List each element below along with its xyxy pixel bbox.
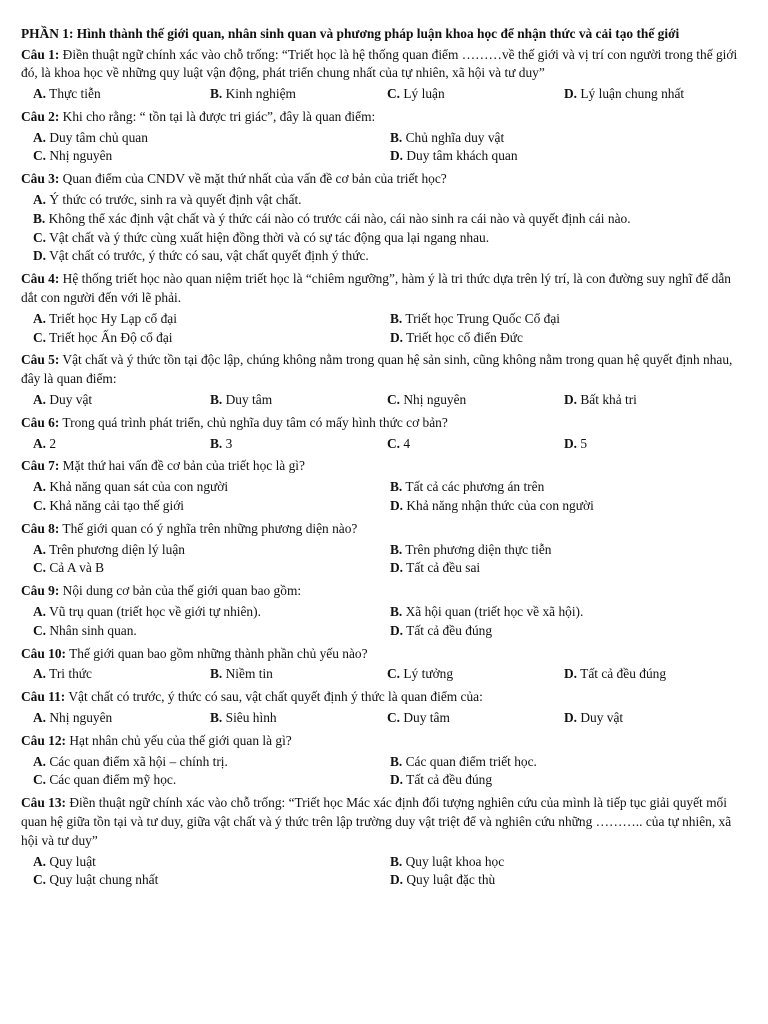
- answer-option: [390, 329, 748, 348]
- answer-option: [33, 147, 390, 166]
- question-block: [21, 270, 748, 347]
- option-letter: C.: [33, 560, 47, 576]
- question-number: Câu 3:: [21, 171, 60, 187]
- option-text: Các quan điểm xã hội – chính trị.: [46, 753, 228, 769]
- option-text: Quy luật: [46, 853, 96, 869]
- answer-option: [390, 129, 748, 148]
- answer-option: [33, 391, 210, 410]
- option-text: Thực tiễn: [46, 86, 101, 102]
- question-text: [21, 46, 748, 84]
- answer-option: [210, 435, 387, 454]
- option-text: Tất cả đều sai: [403, 560, 481, 576]
- option-letter: C.: [387, 666, 401, 682]
- answer-option: [390, 559, 748, 578]
- option-text: Nhị nguyên: [400, 392, 467, 408]
- option-text: Quy luật đặc thù: [403, 872, 496, 888]
- option-text: Triết học Ấn Độ cổ đại: [46, 329, 173, 345]
- answer-option: [210, 391, 387, 410]
- answer-option: [210, 665, 387, 684]
- option-letter: A.: [33, 753, 47, 769]
- answer-option: [387, 391, 564, 410]
- question-block: [21, 457, 748, 515]
- option-letter: A.: [33, 392, 47, 408]
- question-stem: Điền thuật ngữ chính xác vào chỗ trống: “Triết học Mác xác định đối tượng nghiên cứu của mình là tiếp tục giải quyết mối quan hệ giữa tồn tại và tư duy, giữa vật chất và ý thức trên lập trường duy vật triệt để và nghiên cứu những ……….. của tự nhiên, xã hội và tư duy”: [21, 795, 732, 848]
- question-number: Câu 1:: [21, 46, 60, 62]
- option-letter: D.: [564, 666, 578, 682]
- option-letter: A.: [33, 192, 47, 208]
- option-letter: D.: [33, 248, 47, 264]
- answer-options: [21, 541, 748, 579]
- option-text: Vật chất có trước, ý thức có sau, vật chất quyết định ý thức.: [46, 248, 369, 264]
- option-letter: A.: [33, 435, 47, 451]
- option-letter: A.: [33, 129, 47, 145]
- option-text: Vũ trụ quan (triết học về giới tự nhiên).: [46, 604, 261, 620]
- option-letter: A.: [33, 479, 47, 495]
- question-stem: Thế giới quan bao gồm những thành phần chủ yếu nào?: [66, 645, 368, 661]
- answer-option: [33, 665, 210, 684]
- answer-option: [33, 753, 390, 772]
- answer-option: [390, 497, 748, 516]
- answer-option: [210, 85, 387, 104]
- option-text: Siêu hình: [222, 710, 277, 725]
- option-text: Bất khả tri: [577, 392, 637, 408]
- answer-option: [390, 771, 748, 790]
- answer-option: [33, 771, 390, 790]
- option-text: Không thể xác định vật chất và ý thức cái nào có trước cái nào, cái nào sinh ra cái nào và quyết định cái nào.: [45, 210, 631, 226]
- answer-option: [33, 871, 390, 890]
- question-number: Câu 8:: [21, 520, 60, 536]
- question-number: Câu 6:: [21, 414, 60, 430]
- option-letter: C.: [33, 622, 47, 638]
- option-letter: A.: [33, 666, 47, 682]
- option-text: Khả năng quan sát của con người: [46, 479, 229, 495]
- answer-options: [21, 853, 748, 891]
- answer-option: [33, 541, 390, 560]
- option-text: Duy vật: [577, 710, 624, 725]
- option-letter: D.: [390, 772, 404, 788]
- option-text: Chủ nghĩa duy vật: [402, 129, 505, 145]
- answer-option: [387, 85, 564, 104]
- option-letter: D.: [564, 710, 578, 725]
- option-text: Niềm tin: [222, 666, 273, 682]
- answer-option: [390, 853, 748, 872]
- option-text: Duy tâm khách quan: [403, 148, 518, 164]
- option-letter: A.: [33, 86, 47, 102]
- question-text: [21, 645, 748, 664]
- option-text: Cả A và B: [46, 560, 105, 576]
- question-number: Câu 12:: [21, 732, 67, 748]
- option-text: Trên phương diện lý luận: [46, 541, 185, 557]
- option-letter: A.: [33, 853, 47, 869]
- option-letter: B.: [390, 753, 403, 769]
- option-letter: D.: [390, 872, 404, 888]
- answer-option: [33, 310, 390, 329]
- question-text: [21, 794, 748, 850]
- option-letter: B.: [390, 604, 403, 620]
- option-text: Các quan điểm mỹ học.: [46, 772, 177, 788]
- option-letter: B.: [390, 853, 403, 869]
- option-letter: C.: [387, 435, 401, 451]
- answer-option: [33, 709, 210, 728]
- option-text: Tri thức: [46, 666, 92, 682]
- answer-options: [21, 191, 748, 266]
- question-stem: Nội dung cơ bản của thế giới quan bao gồm:: [59, 583, 302, 599]
- option-text: Lý luận: [400, 86, 445, 102]
- answer-option: [564, 391, 748, 410]
- question-number: Câu 11:: [21, 689, 66, 705]
- question-block: [21, 794, 748, 890]
- option-letter: C.: [33, 872, 47, 888]
- question-block: [21, 108, 748, 166]
- option-letter: B.: [390, 541, 403, 557]
- question-number: Câu 2:: [21, 108, 60, 124]
- section-title: PHẦN 1: Hình thành thế giới quan, nhân sinh quan và phương pháp luận khoa học để nhận thức và cải tạo thế giới: [21, 26, 680, 41]
- option-text: Xã hội quan (triết học về xã hội).: [402, 604, 584, 620]
- question-stem: Mặt thứ hai vấn đề cơ bản của triết học là gì?: [59, 458, 305, 474]
- option-letter: A.: [33, 541, 47, 557]
- option-text: Nhị nguyên: [46, 710, 113, 725]
- option-letter: C.: [33, 772, 47, 788]
- answer-option: [390, 753, 748, 772]
- answer-option: [387, 709, 564, 728]
- question-stem: Quan điểm của CNDV về mặt thứ nhất của vấn đề cơ bản của triết học?: [59, 171, 447, 187]
- question-block: [21, 582, 748, 640]
- answer-options: [21, 665, 748, 684]
- answer-option: [33, 191, 748, 210]
- question-number: Câu 4:: [21, 271, 60, 287]
- question-block: [21, 351, 748, 409]
- option-text: Quy luật khoa học: [402, 853, 505, 869]
- question-text: [21, 688, 748, 707]
- question-number: Câu 7:: [21, 458, 60, 474]
- question-block: [21, 688, 748, 728]
- answer-option: [390, 147, 748, 166]
- answer-option: [33, 247, 748, 266]
- option-letter: C.: [33, 329, 47, 345]
- answer-option: [33, 853, 390, 872]
- option-letter: D.: [390, 622, 404, 638]
- question-block: [21, 46, 748, 104]
- question-text: [21, 582, 748, 601]
- answer-options: [21, 129, 748, 167]
- answer-option: [33, 435, 210, 454]
- option-text: Lý tưởng: [400, 666, 454, 682]
- answer-options: [21, 753, 748, 791]
- option-letter: C.: [33, 148, 47, 164]
- option-text: Nhân sinh quan.: [46, 622, 137, 638]
- answer-options: [21, 478, 748, 516]
- option-text: 4: [400, 435, 411, 451]
- option-text: Ý thức có trước, sinh ra và quyết định vật chất.: [46, 192, 302, 208]
- question-number: Câu 10:: [21, 645, 67, 661]
- answer-option: [33, 603, 390, 622]
- question-text: [21, 520, 748, 539]
- question-number: Câu 9:: [21, 583, 60, 599]
- option-letter: C.: [387, 710, 401, 725]
- option-letter: C.: [33, 229, 47, 245]
- option-letter: D.: [390, 148, 404, 164]
- option-text: Triết học Hy Lạp cổ đại: [46, 310, 177, 326]
- question-stem: Vật chất và ý thức tồn tại độc lập, chúng không nằm trong quan hệ sản sinh, cũng không nằm trong quan hệ quyết định nhau, đây là quan điểm:: [21, 352, 733, 387]
- option-text: Duy vật: [46, 392, 93, 408]
- option-text: Các quan điểm triết học.: [402, 753, 537, 769]
- option-text: Tất cả đều đúng: [403, 772, 493, 788]
- option-letter: C.: [387, 392, 401, 408]
- question-stem: Hệ thống triết học nào quan niệm triết học là “chiêm ngưỡng”, hàm ý là tri thức dựa trên lý trí, là con đường suy nghĩ để dẫn dắt con người đến với lẽ phải.: [21, 271, 731, 306]
- option-text: 3: [222, 435, 233, 451]
- question-text: [21, 270, 748, 308]
- question-text: [21, 108, 748, 127]
- answer-options: [21, 709, 748, 728]
- answer-option: [210, 709, 387, 728]
- question-block: [21, 520, 748, 578]
- option-letter: B.: [390, 310, 403, 326]
- answer-options: [21, 435, 748, 454]
- answer-option: [564, 435, 748, 454]
- question-number: Câu 13:: [21, 795, 67, 811]
- question-block: [21, 414, 748, 454]
- answer-option: [390, 478, 748, 497]
- answer-option: [387, 435, 564, 454]
- question-stem: Hạt nhân chủ yếu của thế giới quan là gì?: [66, 732, 292, 748]
- answer-options: [21, 85, 748, 104]
- option-text: Tất cả các phương án trên: [402, 479, 545, 495]
- option-letter: A.: [33, 310, 47, 326]
- answer-option: [390, 541, 748, 560]
- option-letter: D.: [390, 560, 404, 576]
- answer-option: [33, 85, 210, 104]
- option-letter: B.: [210, 392, 223, 408]
- answer-option: [390, 310, 748, 329]
- question-text: [21, 732, 748, 751]
- answer-option: [33, 497, 390, 516]
- answer-option: [390, 871, 748, 890]
- option-text: Tất cả đều đúng: [403, 622, 493, 638]
- question-text: [21, 457, 748, 476]
- option-letter: D.: [390, 498, 404, 514]
- answer-option: [564, 85, 748, 104]
- answer-option: [33, 229, 748, 248]
- option-text: Vật chất và ý thức cùng xuất hiện đồng thời và có sự tác động qua lại ngang nhau.: [46, 229, 490, 245]
- option-text: Trên phương diện thực tiễn: [402, 541, 552, 557]
- option-text: Duy tâm: [222, 392, 273, 408]
- option-letter: B.: [33, 210, 46, 226]
- option-letter: C.: [387, 86, 401, 102]
- option-text: Duy tâm: [400, 710, 450, 725]
- answer-option: [564, 665, 748, 684]
- answer-option: [390, 603, 748, 622]
- option-text: Duy tâm chủ quan: [46, 129, 148, 145]
- option-text: Triết học cổ điển Đức: [403, 329, 523, 345]
- question-number: Câu 5:: [21, 352, 60, 368]
- question-block: [21, 732, 748, 790]
- option-text: Nhị nguyên: [46, 148, 113, 164]
- option-letter: B.: [390, 479, 403, 495]
- question-text: [21, 170, 748, 189]
- option-text: 2: [46, 435, 57, 451]
- answer-option: [33, 478, 390, 497]
- option-text: Lý luận chung nhất: [577, 86, 685, 102]
- question-stem: Vật chất có trước, ý thức có sau, vật chất quyết định ý thức là quan điểm của:: [65, 689, 483, 705]
- option-letter: A.: [33, 710, 47, 725]
- answer-option: [387, 665, 564, 684]
- answer-option: [33, 129, 390, 148]
- option-letter: B.: [210, 435, 223, 451]
- answer-option: [33, 559, 390, 578]
- answer-option: [33, 622, 390, 641]
- option-letter: B.: [210, 86, 223, 102]
- answer-option: [564, 709, 748, 728]
- question-stem: Khi cho rằng: “ tồn tại là được tri giác”, đây là quan điểm:: [59, 108, 376, 124]
- option-letter: D.: [564, 392, 578, 408]
- answer-option: [33, 210, 748, 229]
- question-stem: Trong quá trình phát triển, chủ nghĩa duy tâm có mấy hình thức cơ bản?: [59, 414, 448, 430]
- option-letter: D.: [564, 435, 578, 451]
- answer-option: [33, 329, 390, 348]
- question-text: [21, 351, 748, 389]
- option-text: Khả năng cải tạo thế giới: [46, 498, 184, 514]
- question-stem: Thế giới quan có ý nghĩa trên những phương diện nào?: [59, 520, 358, 536]
- option-letter: C.: [33, 498, 47, 514]
- option-letter: D.: [390, 329, 404, 345]
- answer-options: [21, 310, 748, 348]
- option-letter: B.: [210, 710, 223, 725]
- option-letter: A.: [33, 604, 47, 620]
- option-letter: B.: [210, 666, 223, 682]
- answer-options: [21, 391, 748, 410]
- option-text: Quy luật chung nhất: [46, 872, 159, 888]
- option-text: Triết học Trung Quốc Cổ đại: [402, 310, 561, 326]
- option-letter: B.: [390, 129, 403, 145]
- question-block: [21, 645, 748, 685]
- question-list: [21, 46, 748, 891]
- answer-options: [21, 603, 748, 641]
- option-text: Kinh nghiệm: [222, 86, 296, 102]
- question-text: [21, 414, 748, 433]
- option-text: Tất cả đều đúng: [577, 666, 667, 682]
- option-letter: D.: [564, 86, 578, 102]
- question-block: [21, 170, 748, 266]
- question-stem: Điền thuật ngữ chính xác vào chỗ trống: “Triết học là hệ thống quan điểm ………về thế giới và vị trí con người trong thế giới đó, là khoa học về những quy luật vận động, phát triển chung nhất của tự nhiên, xã hội và tư duy”: [21, 46, 738, 81]
- option-text: Khả năng nhận thức của con người: [403, 498, 594, 514]
- option-text: 5: [577, 435, 588, 451]
- answer-option: [390, 622, 748, 641]
